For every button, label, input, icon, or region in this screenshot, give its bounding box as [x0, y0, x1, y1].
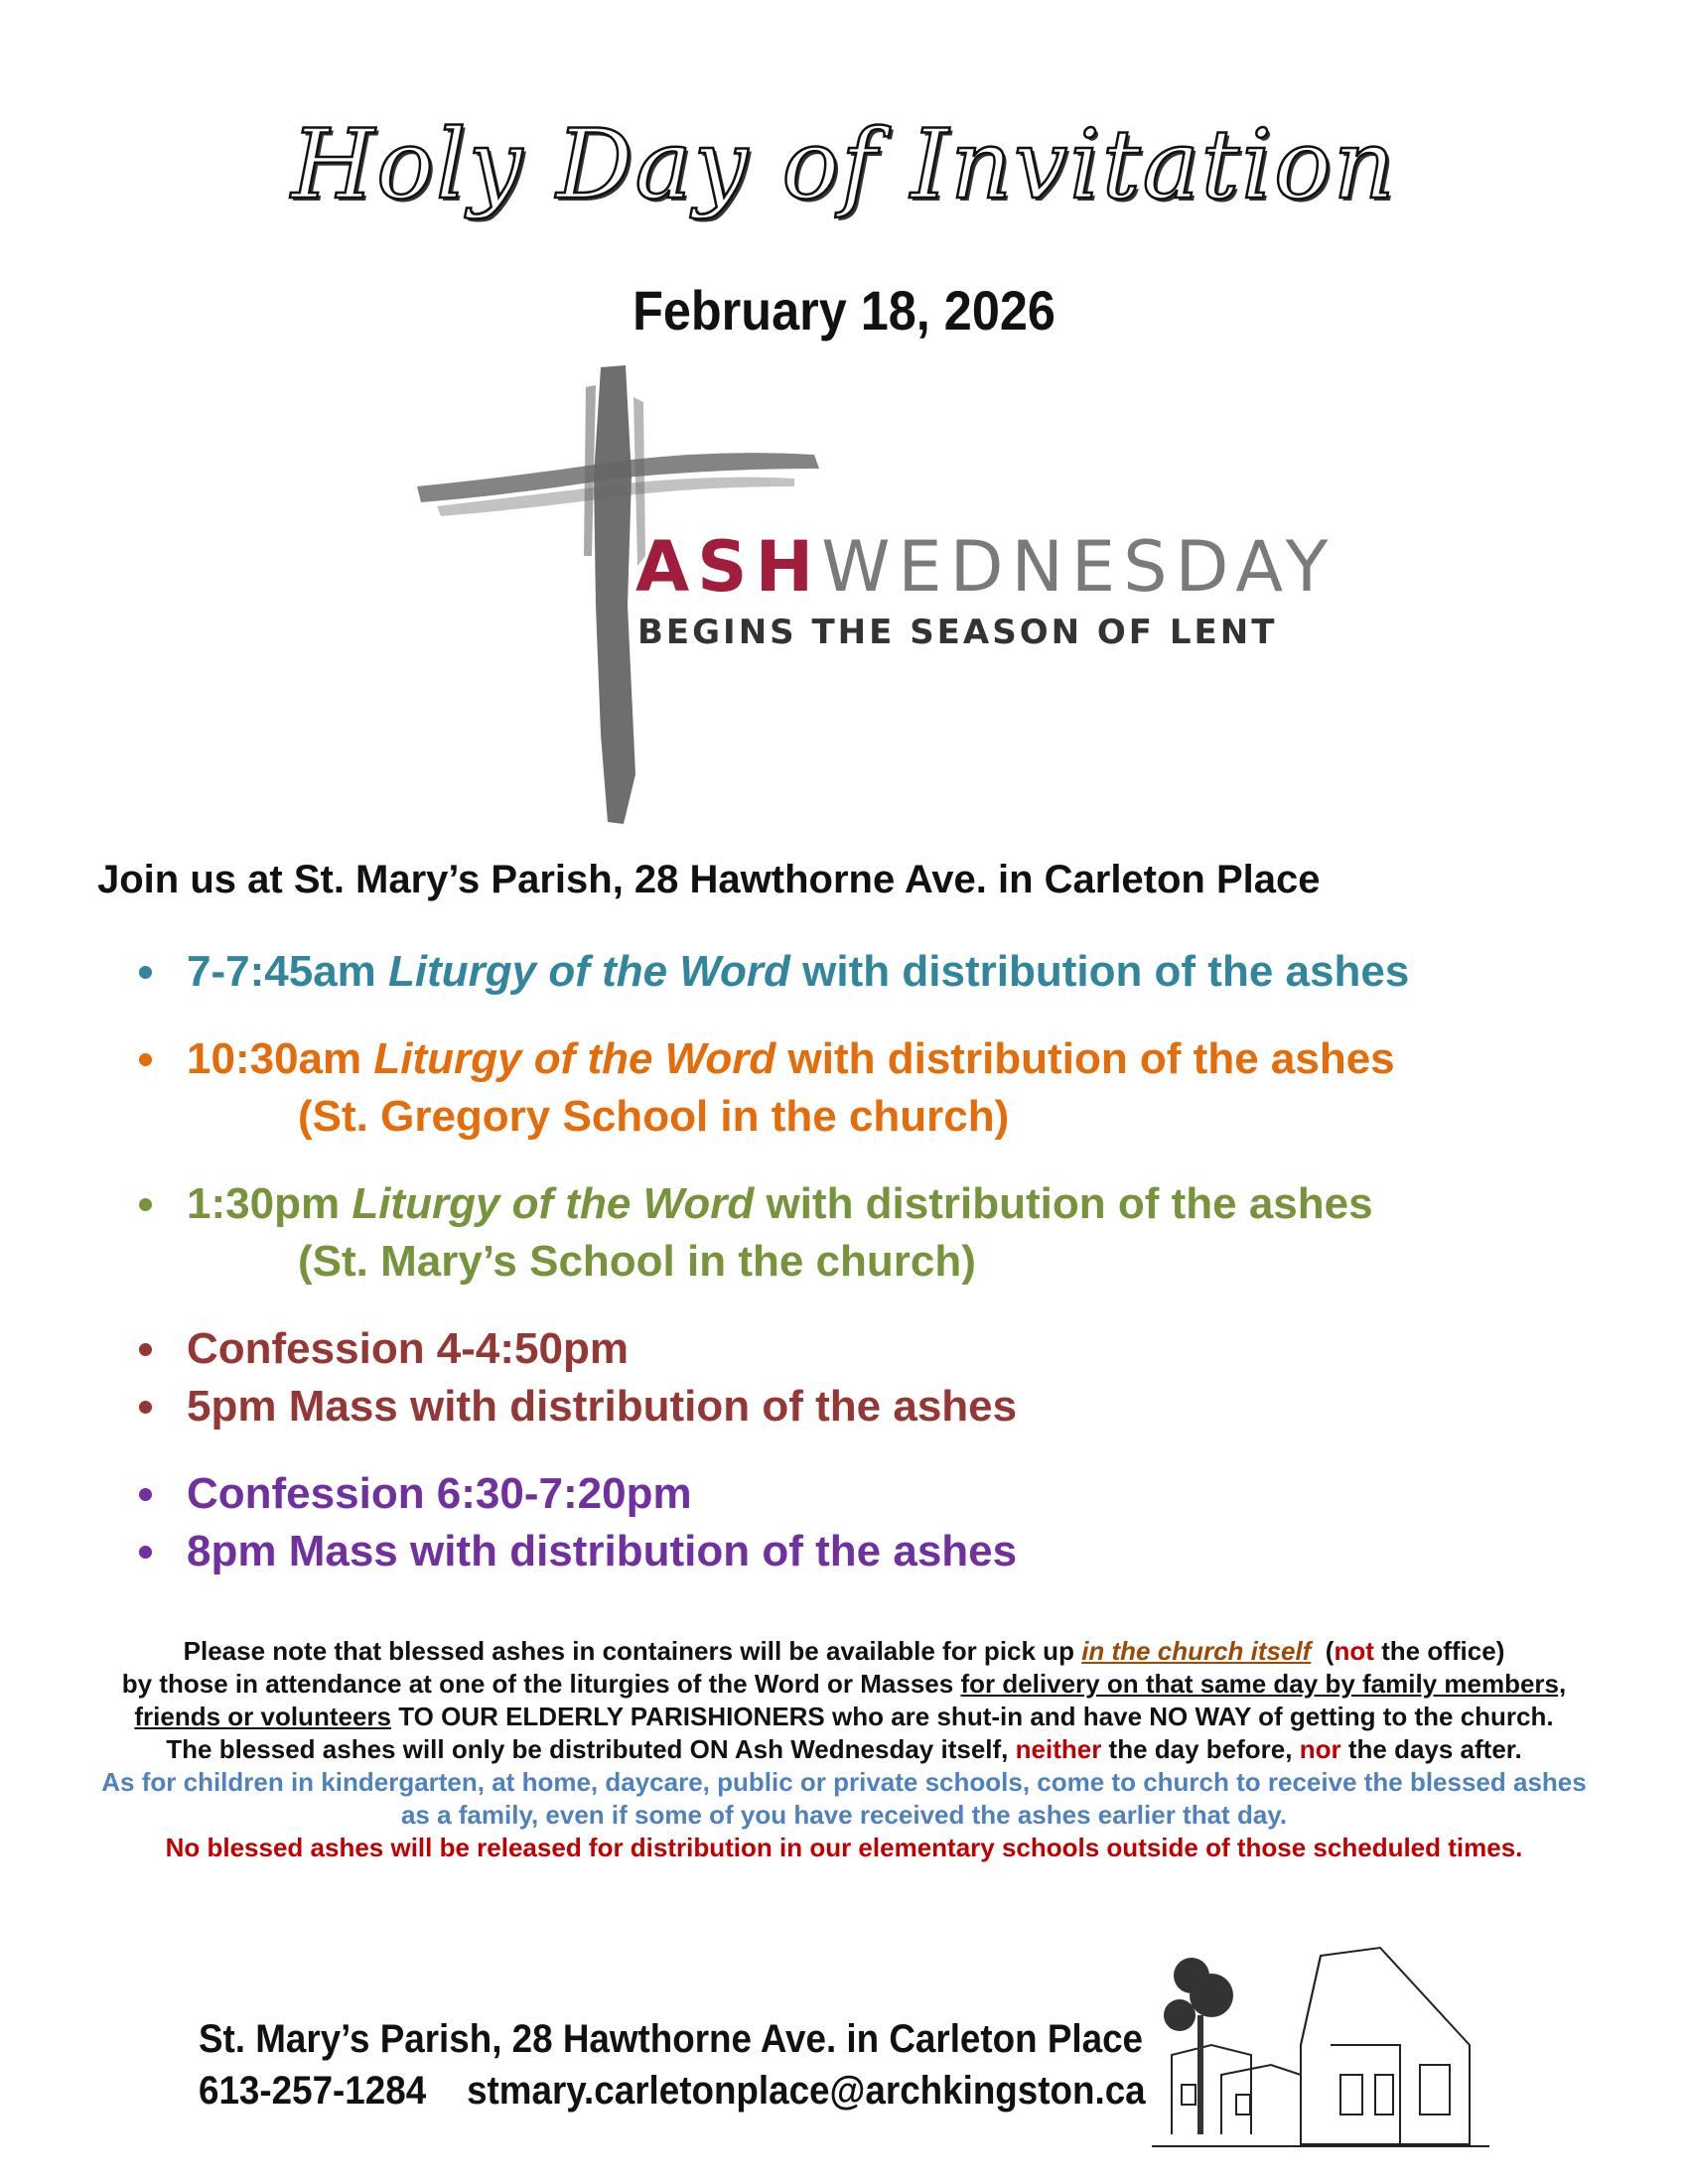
notice-line	[40, 1733, 1648, 1766]
church-itself-emphasis: in the church itself	[1081, 1636, 1312, 1666]
schedule-text: 8pm Mass with distribution of the ashes	[187, 1527, 1018, 1575]
footer-address: St. Mary’s Parish, 28 Hawthorne Ave. in Carleton Place	[199, 2017, 1144, 2061]
footer-email: stmary.carletonplace@archkingston.ca	[467, 2069, 1146, 2113]
notice-fragment: (	[1325, 1636, 1335, 1666]
church-drawing-icon	[1152, 1936, 1489, 2164]
neither-emphasis: neither	[1015, 1734, 1102, 1764]
bullet-icon	[139, 1198, 152, 1211]
notice-fragment: the days after.	[1347, 1734, 1522, 1764]
schedule-liturgy: Liturgy of the Word	[352, 1179, 755, 1228]
schedule-item	[129, 1175, 1599, 1291]
schedule-text: Confession 6:30-7:20pm	[187, 1469, 692, 1518]
bullet-icon	[139, 1488, 152, 1501]
schedule-liturgy: Liturgy of the Word	[373, 1034, 776, 1083]
schedule-item	[129, 1378, 1599, 1435]
schools-warning: No blessed ashes will be released for distribution in our elementary schools outside of those scheduled times.	[165, 1833, 1523, 1862]
ash-word: ASH	[635, 526, 822, 608]
schedule-item	[129, 1030, 1599, 1146]
volunteers-emphasis: friends or volunteers	[134, 1702, 391, 1731]
notice-line	[40, 1668, 1648, 1701]
bullet-icon	[139, 1401, 152, 1414]
schedule-list	[129, 943, 1599, 1580]
footer-phone: 613-257-1284	[199, 2069, 427, 2113]
lent-subtitle: BEGINS THE SEASON OF LENT	[637, 613, 1278, 652]
wednesday-word: WEDNESDAY	[821, 526, 1336, 608]
notice-fragment: Please note that blessed ashes in containers will be available for pick up	[183, 1636, 1074, 1666]
schedule-text: with distribution of the ashes	[787, 1034, 1395, 1083]
children-notice-cont: as a family, even if some of you have received the ashes earlier that day.	[400, 1800, 1288, 1830]
footer-contact	[199, 2013, 1146, 2116]
bullet-icon	[139, 966, 152, 979]
notice-fragment: by those in attendance at one of the liturgies of the Word or Masses	[121, 1669, 954, 1699]
page-title: Holy Day of Invitation	[291, 109, 1397, 220]
schedule-text: with distribution of the ashes	[766, 1179, 1373, 1228]
schedule-sub: (St. Mary’s School in the church)	[298, 1237, 976, 1286]
schedule-item	[129, 943, 1599, 1001]
schedule-time: 7-7:45am	[187, 947, 376, 996]
schedule-item	[129, 1320, 1599, 1378]
notice-fragment: the day before,	[1108, 1734, 1293, 1764]
notice-fragment: TO OUR ELDERLY PARISHIONERS who are shut-in and have NO WAY of getting to the church.	[398, 1702, 1554, 1731]
schedule-text: 5pm Mass with distribution of the ashes	[187, 1382, 1018, 1431]
nor-emphasis: nor	[1299, 1734, 1341, 1764]
bullet-icon	[139, 1343, 152, 1356]
schedule-liturgy: Liturgy of the Word	[388, 947, 790, 996]
bullet-icon	[139, 1546, 152, 1559]
schedule-item	[129, 1465, 1599, 1523]
notice-fragment: the office)	[1381, 1636, 1505, 1666]
schedule-sub: (St. Gregory School in the church)	[298, 1092, 1010, 1141]
schedule-text: with distribution of the ashes	[802, 947, 1410, 996]
not-emphasis: not	[1334, 1636, 1374, 1666]
ash-wednesday-heading	[635, 526, 1336, 608]
invite-line: Join us at St. Mary’s Parish, 28 Hawthorne Ave. in Carleton Place	[97, 858, 1321, 901]
schedule-time: 1:30pm	[187, 1179, 341, 1228]
footer-contact-line	[199, 2065, 1146, 2116]
schedule-text: Confession 4-4:50pm	[187, 1324, 629, 1373]
bullet-icon	[139, 1053, 152, 1066]
delivery-emphasis: for delivery on that same day by family members,	[960, 1669, 1567, 1699]
schedule-time: 10:30am	[187, 1034, 362, 1083]
notice-fragment: The blessed ashes will only be distributed ON Ash Wednesday itself,	[166, 1734, 1009, 1764]
notice-line	[40, 1701, 1648, 1733]
children-notice: As for children in kindergarten, at home, daycare, public or private schools, come to church to receive the blessed ashes	[101, 1767, 1587, 1797]
event-date: February 18, 2026	[633, 279, 1055, 341]
notice-text	[40, 1635, 1648, 1864]
notice-line	[40, 1635, 1648, 1668]
schedule-item	[129, 1523, 1599, 1580]
